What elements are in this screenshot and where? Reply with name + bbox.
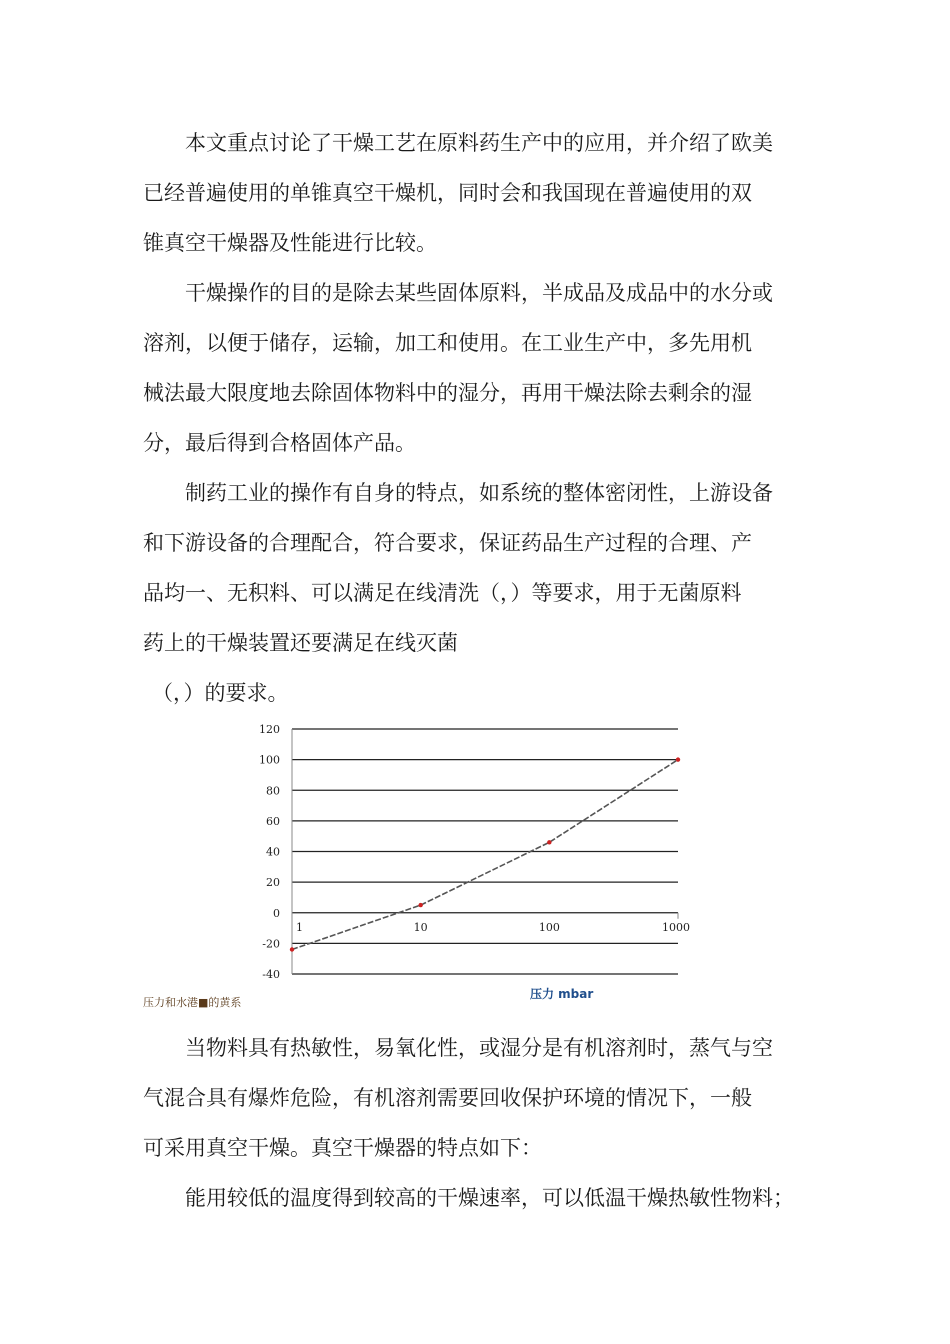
y-tick-label: 20 — [266, 876, 280, 890]
x-tick-label: 1 — [296, 920, 303, 934]
pressure-temperature-chart — [250, 718, 710, 1004]
text-line: 械法最大限度地去除固体物料中的湿分，再用干燥法除去剩余的湿 — [143, 381, 752, 405]
text-line: 气混合具有爆炸危险，有机溶剂需要回收保护环境的情况下，一般 — [143, 1086, 752, 1110]
text-line: 品均一、无积料、可以满足在线清洗（，）等要求，用于无菌原料 — [143, 581, 742, 605]
chart-series — [290, 757, 680, 951]
text-line: 能用较低的温度得到较高的干燥速率，可以低温干燥热敏性物料； — [185, 1186, 794, 1210]
y-tick-label: -20 — [262, 937, 280, 951]
paragraph-vacuum-drying — [143, 1023, 823, 1173]
y-tick-label: 40 — [266, 845, 280, 859]
y-tick-label: 60 — [266, 814, 280, 828]
paragraph-intro — [143, 118, 823, 268]
x-tick-label: 1000 — [662, 920, 690, 934]
text-line: 已经普遍使用的单锥真空干燥机，同时会和我国现在普遍使用的双 — [143, 181, 752, 205]
y-tick-label: 0 — [273, 906, 280, 920]
data-point — [676, 757, 680, 761]
y-tick-label: 80 — [266, 784, 280, 798]
figure-caption: 压力和水港■的黄系 — [143, 996, 242, 1009]
x-tick-label: 10 — [413, 920, 428, 934]
y-tick-label: 120 — [259, 723, 280, 736]
y-tick-label: -40 — [262, 968, 280, 981]
data-point — [290, 947, 294, 951]
paragraph-pharma-features — [143, 468, 823, 668]
text-line: 可采用真空干燥。真空干燥器的特点如下： — [143, 1136, 542, 1160]
text-line: 分，最后得到合格固体产品。 — [143, 431, 416, 455]
text-line: 当物料具有热敏性，易氧化性，或湿分是有机溶剂时，蒸气与空 — [185, 1036, 773, 1060]
text-line: 药上的干燥装置还要满足在线灭菌 — [143, 631, 458, 655]
text-line: 溶剂，以便于储存，运输，加工和使用。在工业生产中，多先用机 — [143, 331, 752, 355]
x-tick-label: 100 — [538, 920, 560, 934]
y-tick-label: 100 — [259, 753, 280, 767]
text-line: 本文重点讨论了干燥工艺在原料药生产中的应用，并介绍了欧美 — [185, 131, 773, 155]
chart-grid — [292, 729, 678, 974]
paragraph-drying-purpose — [143, 268, 823, 468]
text-line: 干燥操作的目的是除去某些固体原料，半成品及成品中的水分或 — [185, 281, 773, 305]
text-line: 制药工业的操作有自身的特点，如系统的整体密闭性，上游设备 — [185, 481, 773, 505]
paragraph-continuation — [152, 668, 832, 718]
data-point — [547, 840, 551, 844]
x-axis-title: 压力 mbar — [530, 987, 594, 1001]
series-line — [292, 760, 678, 950]
paragraph-vacuum-features — [143, 1173, 823, 1223]
text-line: 和下游设备的合理配合，符合要求，保证药品生产过程的合理、产 — [143, 531, 752, 555]
data-point — [418, 903, 422, 907]
text-line: （，）的要求。 — [152, 681, 289, 705]
text-line: 锥真空干燥器及性能进行比较。 — [143, 231, 437, 255]
